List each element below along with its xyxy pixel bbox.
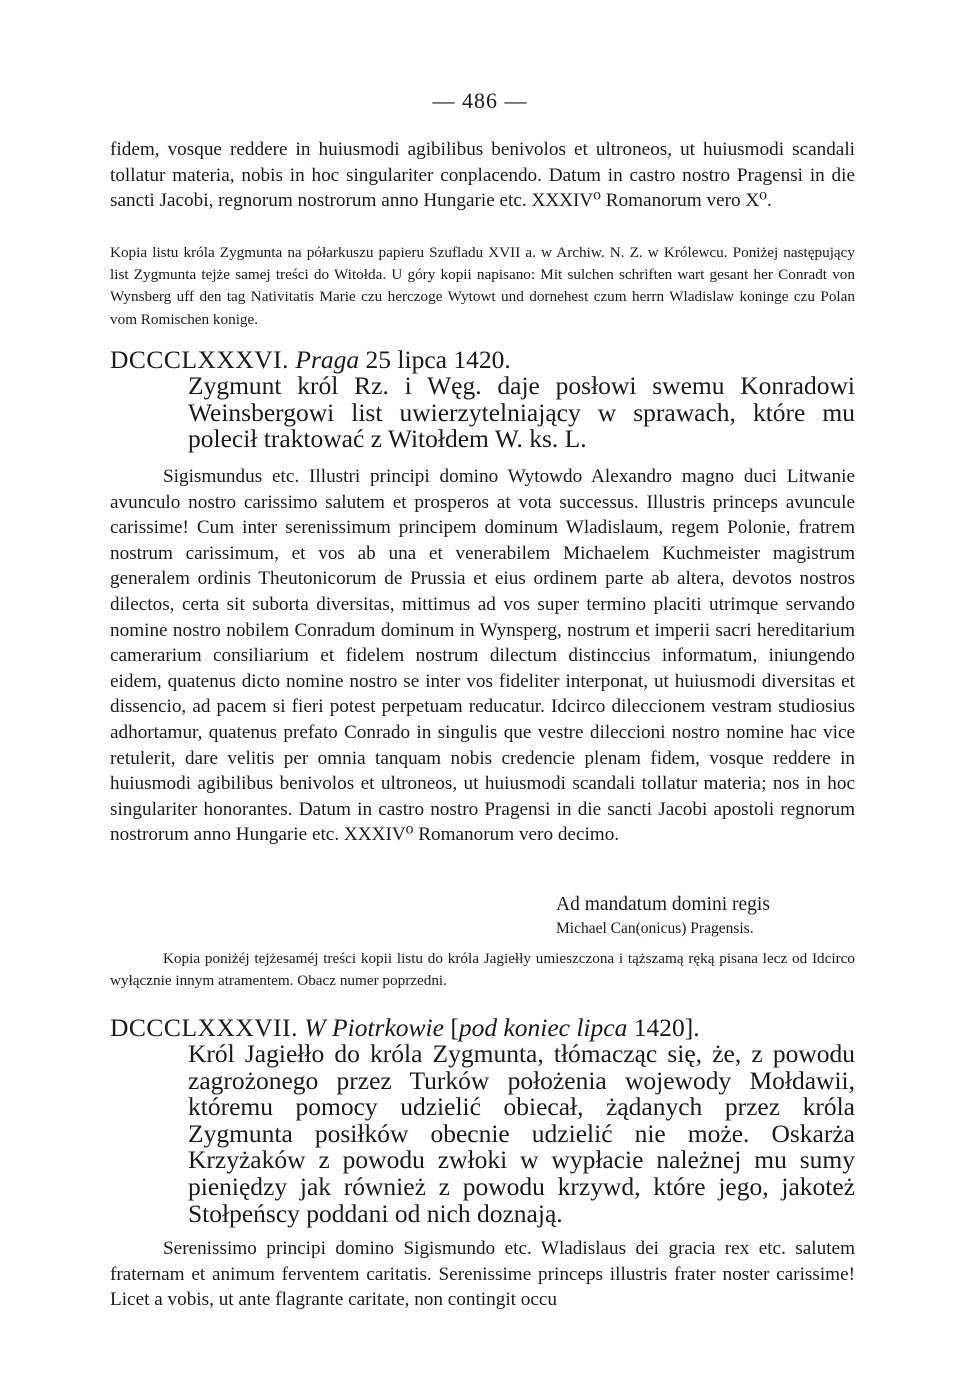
- document-number: DCCCLXXXVII.: [110, 1013, 299, 1042]
- source-note-2: Kopia poniżéj tejżesaméj treści kopii listu do króla Jagiełły umieszczona i tąższamą ręką pisana lecz od Idcirco wyłącznie innym atramentem. Obacz numer poprzedni.: [110, 950, 855, 990]
- document-place: W Piotrkowie: [304, 1013, 444, 1042]
- signature-name: Michael Can(onicus) Pragensis.: [556, 920, 754, 937]
- document-summary: Król Jagiełło do króla Zygmunta, tłómacząc się, że, z powodu zagrożonego przez Turków położenia wojewody Mołdawii, któremu pomocy udzielić obiecał, żądanych przez króla Zygmunta posiłków obecnie udzielić nie może. Oskarża Krzyżaków z powodu zwłoki w wypłacie należnej mu sumy pieniędzy jak również z powodu krzywd, które jego, jakoteż Stołpeńscy poddani od nich doznają.: [188, 1039, 855, 1228]
- page-number: — 486 —: [432, 88, 528, 113]
- signature-mandate: Ad mandatum domini regis: [556, 894, 770, 915]
- document-number: DCCCLXXXVI.: [110, 345, 290, 374]
- source-note-1: Kopia listu króla Zygmunta na półarkuszu papieru Szufladu XVII a. w Archiw. N. Z. w Królewcu. Poniżej następujący list Zygmunta tejże samej treści do Witołda. U góry kopii napisano: Mit sulchen schriften wart gesant her Conradt von Wynsberg uff den tag Nativitatis Marie czu herczoge Wytowt und dornehest czum herrn Wladislaw koninge czu Polan vom Romischen konige.: [110, 244, 855, 328]
- document-887-text: Serenissimo principi domino Sigismundo etc. Wladislaus dei gracia rex etc. salutem fraternam et animum ferventem caritatis. Serenissime princeps illustris frater noster carissime! Licet a vobis, ut ante flagrante caritate, non contingit occu: [110, 1238, 855, 1311]
- document-date-italic: pod koniec lipca: [458, 1013, 628, 1042]
- document-date: 25 lipca 1420.: [365, 345, 511, 374]
- document-886-text: Sigismundus etc. Illustri principi domino Wytowdo Alexandro magno duci Litwanie avunculo nostro carissimo salutem et prosperos at vota successus. Illustris princeps avuncule carissime! Cum inter serenissimum principem dominum Wladislaum, regem Polonie, fratrem nostrum carissimum, et vos ab una et venerabilem Michaelem Kuchmeister magistrum generalem ordinis Theutonicorum de Prussia et eius ordinem parte ab altera, devotos nostros dilectos, certa sit suborta diversitas, mittimus ad vos super termino placiti utrimque servando nomine nostro nobilem Conradum dominum in Wynsperg, nostrum et imperii sacri hereditarium camerarium consiliarium et fidelem nostrum dilectum distinccius informatum, iniungendo eidem, quatenus dicto nomine nostro se inter vos fideliter interponat, ut huiusmodi diversitas et dissencio, ad pacem si fieri potest perpetuam reducatur. Idcirco dileccionem vestram studiosius adhortamur, quatenus prefato Conrado in singulis que vestre dileccioni nostro nomine hac vice retulerit, dare velitis per omnia tanquam nobis credencie plenam fidem, vosque reddere in huiusmodi agibilibus benivolos et ultroneos, ut huiusmodi scandali tollatur materia; nos in hoc singulariter honorantes. Datum in castro nostro Pragensi in die sancti Jacobi apostoli regnorum nostrorum anno Hungarie etc. XXXIV⁰ Romanorum vero decimo.: [110, 466, 855, 846]
- document-place: Praga: [295, 345, 360, 374]
- document-886-heading: [110, 346, 855, 453]
- document-date-year: 1420].: [633, 1013, 700, 1042]
- continuation-paragraph: fidem, vosque reddere in huiusmodi agibilibus benivolos et ultroneos, ut huiusmodi scandali tollatur materia, nobis in hoc singulariter conplacendo. Datum in castro nostro Pragensi in die sancti Jacobi, regnorum nostrorum anno Hungarie etc. XXXIV⁰ Romanorum vero X⁰.: [110, 139, 855, 212]
- document-date-bracket: [: [450, 1013, 459, 1042]
- document-887-heading: [110, 1014, 855, 1227]
- document-summary: Zygmunt król Rz. i Węg. daje posłowi swemu Konradowi Weinsbergowi list uwierzytelniający w sprawach, które mu polecił traktować z Witołdem W. ks. L.: [188, 371, 855, 454]
